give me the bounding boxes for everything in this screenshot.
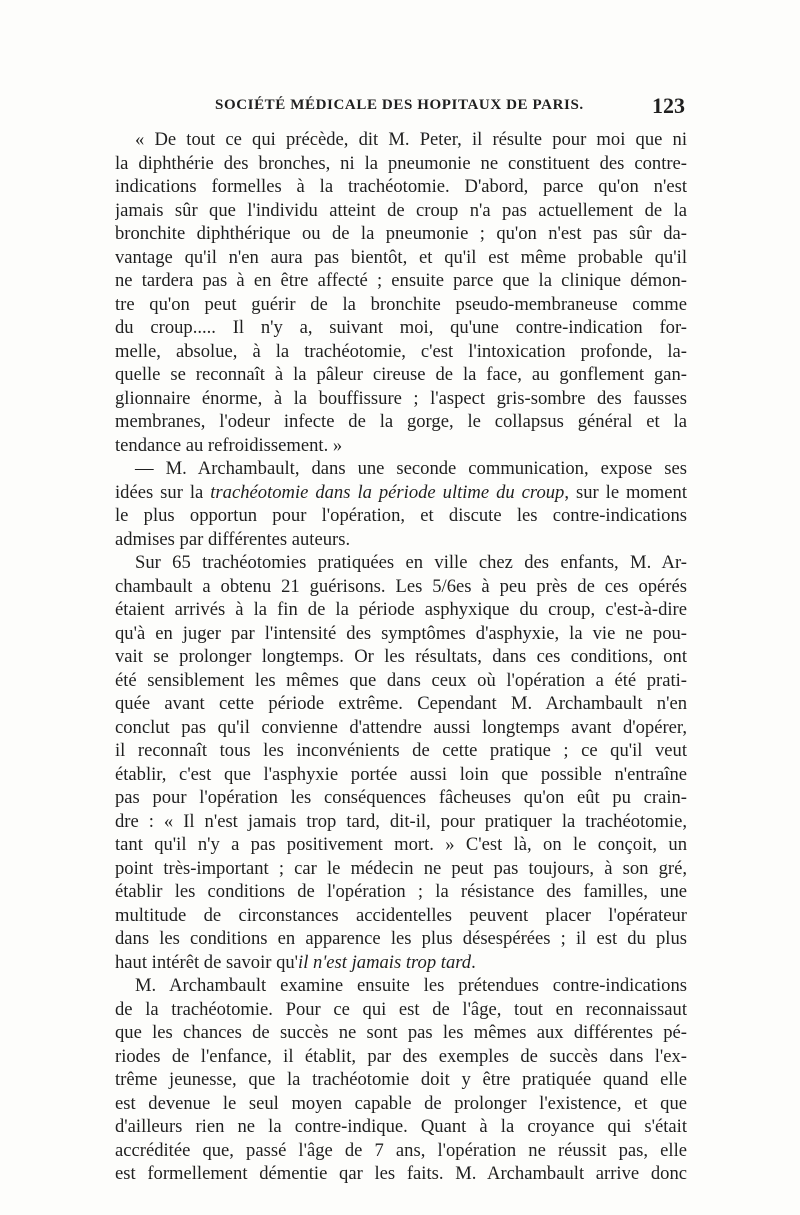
running-title: SOCIÉTÉ MÉDICALE DES HOPITAUX DE PARIS. (215, 97, 584, 113)
body-text (115, 128, 687, 1186)
running-head (0, 93, 800, 121)
text-segment: , sur le moment (564, 481, 687, 503)
text-line: tre qu'on peut guérir de la bronchite pseudo-membraneuse comme (115, 293, 687, 315)
italic-title: trachéotomie dans la période ultime du croup (210, 481, 565, 503)
text-line: conclut pas qu'il convienne d'attendre aussi longtemps avant d'opérer, (115, 716, 687, 738)
text-line (115, 481, 687, 505)
text-line: M. Archambault examine ensuite les prétendues contre-indications (135, 975, 687, 996)
text-line: de la trachéotomie. Pour ce qui est de l'âge, tout en reconnaissaut (115, 998, 687, 1020)
text-line: dre : « Il n'est jamais trop tard, dit-il, pour pratiquer la trachéotomie, (115, 810, 687, 832)
text-line: est devenue le seul moyen capable de prolonger l'existence, et que (115, 1092, 687, 1114)
text-line: vantage qu'il n'en aura pas bientôt, et qu'il est même probable qu'il (115, 246, 687, 268)
text-line: la diphthérie des bronches, ni la pneumonie ne constituent des contre- (115, 152, 687, 174)
text-line: glionnaire énorme, à la bouffissure ; l'aspect gris-sombre des fausses (115, 387, 687, 409)
text-line: accréditée que, passé l'âge de 7 ans, l'opération ne réussit pas, elle (115, 1139, 687, 1161)
text-line: que les chances de succès ne sont pas les mêmes aux différentes pé- (115, 1022, 687, 1043)
text-line: est formellement démentie qar les faits. M. Archambault arrive donc (115, 1163, 687, 1184)
text-line: ne tardera pas à en être affecté ; ensuite parce que la clinique démon- (115, 270, 687, 291)
text-line: point très-important ; car le médecin ne peut pas toujours, à son gré, (115, 857, 687, 879)
text-line: quée avant cette période extrême. Cependant M. Archambault n'en (115, 693, 687, 714)
text-line (115, 951, 687, 975)
text-line: établir les conditions de l'opération ; la résistance des familles, une (115, 881, 687, 902)
text-line: dans les conditions en apparence les plus désespérées ; il est du plus (115, 928, 687, 949)
italic-quote: il n'est jamais trop tard (298, 951, 472, 973)
text-line: « De tout ce qui précède, dit M. Peter, il résulte pour moi que ni (135, 129, 687, 150)
text-line: membranes, l'odeur infecte de la gorge, le collapsus général et la (115, 411, 687, 432)
text-segment: haut intérêt de savoir qu' (115, 951, 299, 973)
text-line: riodes de l'enfance, il établit, par des exemples de succès dans l'ex- (115, 1045, 687, 1067)
text-line: jamais sûr que l'individu atteint de croup n'a pas actuellement de la (115, 199, 687, 221)
text-segment: . (471, 951, 476, 973)
text-line: été sensiblement les mêmes que dans ceux où l'opération a été prati- (115, 669, 687, 691)
text-line: établir, c'est que l'asphyxie portée aussi loin que possible n'entraîne (115, 763, 687, 785)
text-line: indications formelles à la trachéotomie. D'abord, parce qu'on n'est (115, 176, 687, 197)
page-number: 123 (652, 93, 685, 118)
text-line: quelle se reconnaît à la pâleur cireuse de la face, au gonflement gan- (115, 364, 687, 385)
text-segment: idées sur la (115, 481, 211, 503)
text-line: tendance au refroidissement. » (115, 434, 343, 456)
text-line: d'ailleurs rien ne la contre-indique. Quant à la croyance qui s'était (115, 1116, 687, 1137)
text-line: admises par différentes auteurs. (115, 528, 351, 550)
text-line: étaient arrivés à la fin de la période asphyxique du croup, c'est-à-dire (115, 599, 687, 620)
text-line: multitude de circonstances accidentelles peuvent placer l'opérateur (115, 904, 687, 926)
text-line: trême jeunesse, que la trachéotomie doit y être pratiquée quand elle (115, 1069, 687, 1090)
text-line: — M. Archambault, dans une seconde communication, expose ses (135, 458, 687, 479)
text-line: le plus opportun pour l'opération, et discute les contre-indications (115, 505, 687, 526)
text-line: du croup..... Il n'y a, suivant moi, qu'une contre-indication for- (115, 317, 687, 338)
text-line: melle, absolue, à la trachéotomie, c'est l'intoxication profonde, la- (115, 340, 687, 362)
text-line: vait se prolonger longtemps. Or les résultats, dans ces conditions, ont (115, 646, 687, 667)
text-line: bronchite diphthérique ou de la pneumonie ; qu'on n'est pas sûr da- (115, 223, 687, 244)
text-line: il reconnaît tous les inconvénients de cette pratique ; ce qu'il veut (115, 740, 687, 761)
text-line: pas pour l'opération les conséquences fâcheuses qu'on eût pu crain- (115, 787, 687, 808)
text-line: tant qu'il n'y a pas positivement mort. » C'est là, on le conçoit, un (115, 834, 687, 855)
text-line: Sur 65 trachéotomies pratiquées en ville chez des enfants, M. Ar- (135, 552, 687, 573)
text-line: chambault a obtenu 21 guérisons. Les 5/6es à peu près de ces opérés (115, 575, 687, 597)
text-line: qu'à en juger par l'intensité des symptômes d'asphyxie, la vie ne pou- (115, 622, 687, 644)
